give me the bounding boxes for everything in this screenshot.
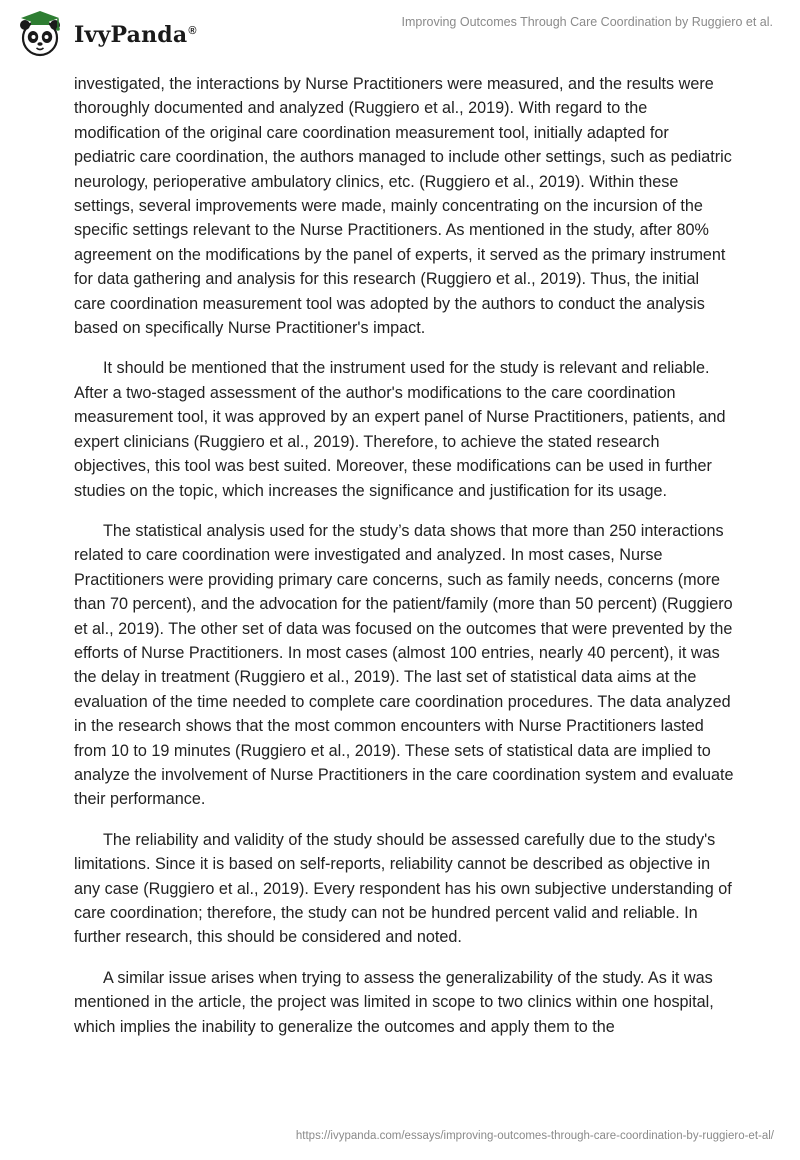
paragraph-5: A similar issue arises when trying to assess the generalizability of the study. As it was mentioned in the article, the project was limited in scope to two clinics within one hospital, which implies the inability to generalize the outcomes and apply them to the (74, 968, 714, 1036)
brand-logo[interactable] (14, 8, 197, 60)
paragraph-4: The reliability and validity of the study should be assessed carefully due to the study's limitations. Since it is based on self-reports, reliability cannot be described as objective in any case (Ruggiero et al., 2019). Every respondent has his own subjective understanding of care coordination; therefore, the study can not be hundred percent valid and reliable. In further research, this should be considered and noted. (74, 830, 732, 947)
running-title: Improving Outcomes Through Care Coordination by Ruggiero et al. (401, 15, 773, 29)
page-header (0, 0, 800, 70)
paragraph-3: The statistical analysis used for the study’s data shows that more than 250 interactions related to care coordination were investigated and analyzed. In most cases, Nurse Practitioners were providing primary care concerns, such as family needs, concerns (more than 70 percent), and the advocation for the patient/family (more than 50 percent) (Ruggiero et al., 2019). The other set of data was focused on the outcomes that were prevented by the efforts of Nurse Practitioners. In most cases (almost 100 entries, nearly 40 percent), it was the delay in treatment (Ruggiero et al., 2019). The last set of statistical data aims at the evaluation of the time needed to complete care coordination procedures. The data analyzed in the research shows that the most common encounters with Nurse Practitioners lasted from 10 to 19 minutes (Ruggiero et al., 2019). These sets of statistical data are implied to analyze the involvement of Nurse Practitioners in the care coordination system and evaluate their performance. (74, 521, 734, 809)
footer-url[interactable]: https://ivypanda.com/essays/improving-outcomes-through-care-coordination-by-ruggiero-et-al/ (295, 1130, 774, 1142)
panda-graduate-icon (14, 8, 66, 60)
essay-body (74, 72, 734, 1055)
registered-mark: ® (188, 24, 197, 37)
paragraph-1: investigated, the interactions by Nurse Practitioners were measured, and the results were thoroughly documented and analyzed (Ruggiero et al., 2019). With regard to the modification of the original care coordination measurement tool, initially adapted for pediatric care coordination, the authors managed to include other settings, such as pediatric neurology, perioperative ambulatory clinics, etc. (Ruggiero et al., 2019). Within these settings, several improvements were made, mainly concentrating on the incursion of the specific settings relevant to the Nurse Practitioners. As mentioned in the study, after 80% agreement on the modifications by the panel of experts, it served as the primary instrument for data gathering and analysis for this research (Ruggiero et al., 2019). Thus, the initial care coordination measurement tool was adopted by the authors to conduct the analysis based on specifically Nurse Practitioner's impact. (74, 75, 732, 338)
paragraph-2: It should be mentioned that the instrument used for the study is relevant and reliable. After a two-staged assessment of the author's modifications to the care coordination measurement tool, it was approved by an expert panel of Nurse Practitioners, patients, and expert clinicians (Ruggiero et al., 2019). Therefore, to achieve the stated research objectives, this tool was best suited. Moreover, these modifications can be used in further studies on the topic, which increases the significance and justification for its usage. (74, 359, 726, 500)
brand-name: IvyPanda® (74, 22, 197, 48)
